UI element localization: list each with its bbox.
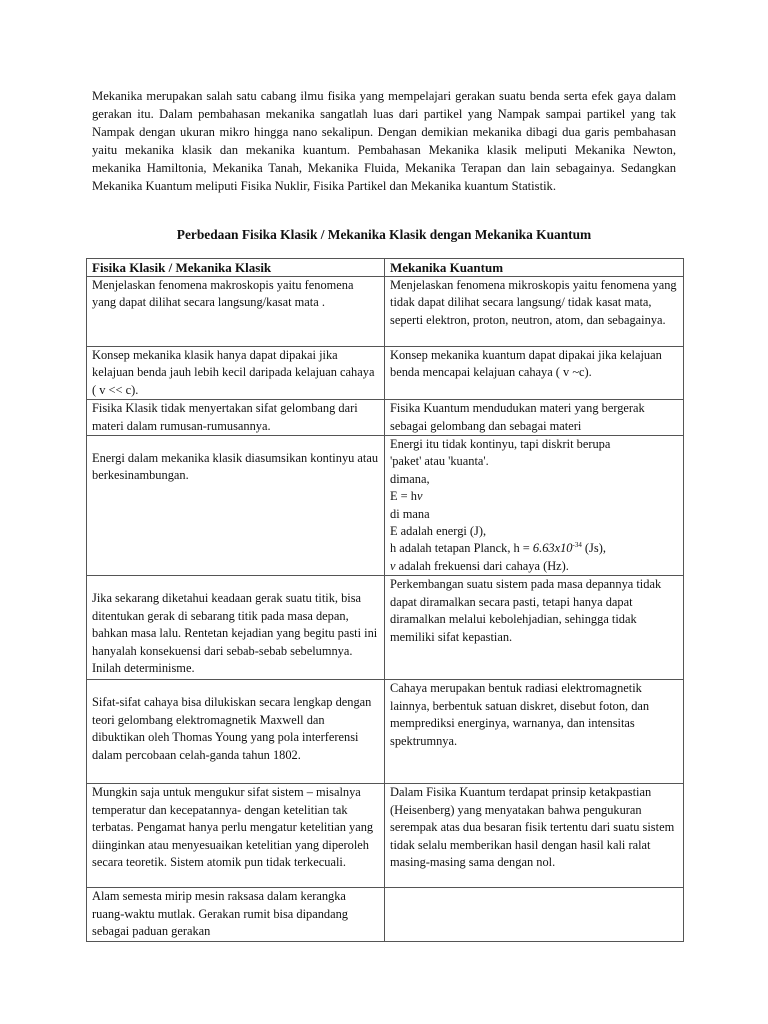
frequency-symbol: v	[390, 558, 396, 573]
cell-klasik: Menjelaskan fenomena makroskopis yaitu fenomena yang dapat dilihat secara langsung/kasat mata .	[87, 277, 385, 347]
frequency-text: adalah frekuensi dari cahaya (Hz).	[395, 558, 569, 573]
cell-klasik: Sifat-sifat cahaya bisa dilukiskan secara lengkap dengan teori gelombang elektromagnetik Maxwell dan dibuktikan oleh Thomas Young yang pola interferensi dalam percobaan celah-ganda tahun 1802.	[87, 680, 385, 784]
frequency-symbol: v	[416, 489, 423, 504]
energy-line: E adalah energi (J),	[390, 524, 487, 539]
energy-line: Energi itu tidak kontinyu, tapi diskrit berupa	[390, 437, 611, 452]
table-row	[87, 436, 684, 576]
planck-unit: (Js),	[581, 541, 606, 556]
energy-line: di mana	[390, 506, 430, 521]
comparison-table	[86, 258, 684, 942]
planck-text: h adalah tetapan Planck, h =	[390, 541, 533, 556]
header-kuantum: Mekanika Kuantum	[385, 259, 684, 277]
cell-kuantum: Perkembangan suatu sistem pada masa depannya tidak dapat diramalkan secara pasti, tetapi hanya dapat diramalkan melalui kebolehjadian, sehingga tidak memiliki sifat kepastian.	[385, 576, 684, 680]
table-row	[87, 784, 684, 888]
cell-kuantum-energy	[385, 436, 684, 576]
table-row	[87, 888, 684, 942]
table-row	[87, 400, 684, 436]
planck-exponent: -34	[572, 541, 582, 550]
cell-klasik: Jika sekarang diketahui keadaan gerak suatu titik, bisa ditentukan gerak di sebarang titik pada masa depan, bahkan masa lalu. Rentetan kejadian yang begitu pasti ini hanyalah konsekuensi dari sebab-sebab sebelumnya. Inilah determinisme.	[87, 576, 385, 680]
planck-line	[390, 540, 679, 557]
cell-klasik: Konsep mekanika klasik hanya dapat dipakai jika kelajuan benda jauh lebih kecil daripada kelajuan cahaya ( v << c).	[87, 347, 385, 400]
energy-line: 'paket' atau 'kuanta'.	[390, 454, 489, 469]
cell-klasik: Fisika Klasik tidak menyertakan sifat gelombang dari materi dalam rumusan-rumusannya.	[87, 400, 385, 436]
table-header-row	[87, 259, 684, 277]
cell-klasik: Energi dalam mekanika klasik diasumsikan kontinyu atau berkesinambungan.	[87, 436, 385, 576]
cell-kuantum: Menjelaskan fenomena mikroskopis yaitu fenomena yang tidak dapat dilihat secara langsung/ tidak kasat mata, seperti elektron, proton, neutron, atom, dan sebagainya.	[385, 277, 684, 347]
frequency-line	[390, 558, 679, 575]
cell-kuantum: Dalam Fisika Kuantum terdapat prinsip ketakpastian (Heisenberg) yang menyatakan bahwa pengukuran serempak atas dua besaran fisik tertentu dari suatu sistem tidak selalu memberikan hasil dengan hasil kali ralat masing-masing sama dengan nol.	[385, 784, 684, 888]
table-row	[87, 576, 684, 680]
cell-kuantum: Cahaya merupakan bentuk radiasi elektromagnetik lainnya, berbentuk satuan diskret, disebut foton, dan memprediksi energinya, warnanya, dan intensitas spektrumnya.	[385, 680, 684, 784]
formula-text: E = h	[390, 489, 417, 504]
table-title: Perbedaan Fisika Klasik / Mekanika Klasik dengan Mekanika Kuantum	[176, 227, 592, 242]
table-row	[87, 277, 684, 347]
energy-line: dimana,	[390, 471, 430, 486]
header-klasik: Fisika Klasik / Mekanika Klasik	[87, 259, 385, 277]
cell-klasik: Mungkin saja untuk mengukur sifat sistem – misalnya temperatur dan kecepatannya- dengan ketelitian tak terbatas. Pengamat hanya perlu mengatur ketelitian yang diinginkan atau menyesuaikan ketelitian yang diperoleh secara teoretik. Sistem atomik pun tidak terkecuali.	[87, 784, 385, 888]
intro-paragraph: Mekanika merupakan salah satu cabang ilmu fisika yang mempelajari gerakan suatu benda serta efek gaya dalam gerakan itu. Dalam pembahasan mekanika sangatlah luas dari partikel yang Nampak sampai partikel yang tak Nampak dengan ukuran mikro hingga nano sekalipun. Dengan demikian mekanika dibagi dua garis pembahasan yaitu mekanika klasik dan mekanika kuantum. Pembahasan Mekanika klasik meliputi Mekanika Newton, mekanika Hamiltonia, Mekanika Tanah, Mekanika Fluida, Mekanika Terapan dan lain sebagainya. Sedangkan Mekanika Kuantum meliputi Fisika Nuklir, Fisika Partikel dan Mekanika kuantum Statistik.	[92, 89, 676, 194]
energy-formula	[390, 488, 679, 505]
table-row	[87, 347, 684, 400]
cell-klasik: Alam semesta mirip mesin raksasa dalam kerangka ruang-waktu mutlak. Gerakan rumit bisa dipandang sebagai paduan gerakan	[87, 888, 385, 942]
planck-value: 6.63x10	[532, 541, 573, 556]
table-row	[87, 680, 684, 784]
cell-kuantum	[385, 888, 684, 942]
cell-kuantum: Konsep mekanika kuantum dapat dipakai jika kelajuan benda mencapai kelajuan cahaya ( v ~c).	[385, 347, 684, 400]
cell-kuantum: Fisika Kuantum mendudukan materi yang bergerak sebagai gelombang dan sebagai materi	[385, 400, 684, 436]
